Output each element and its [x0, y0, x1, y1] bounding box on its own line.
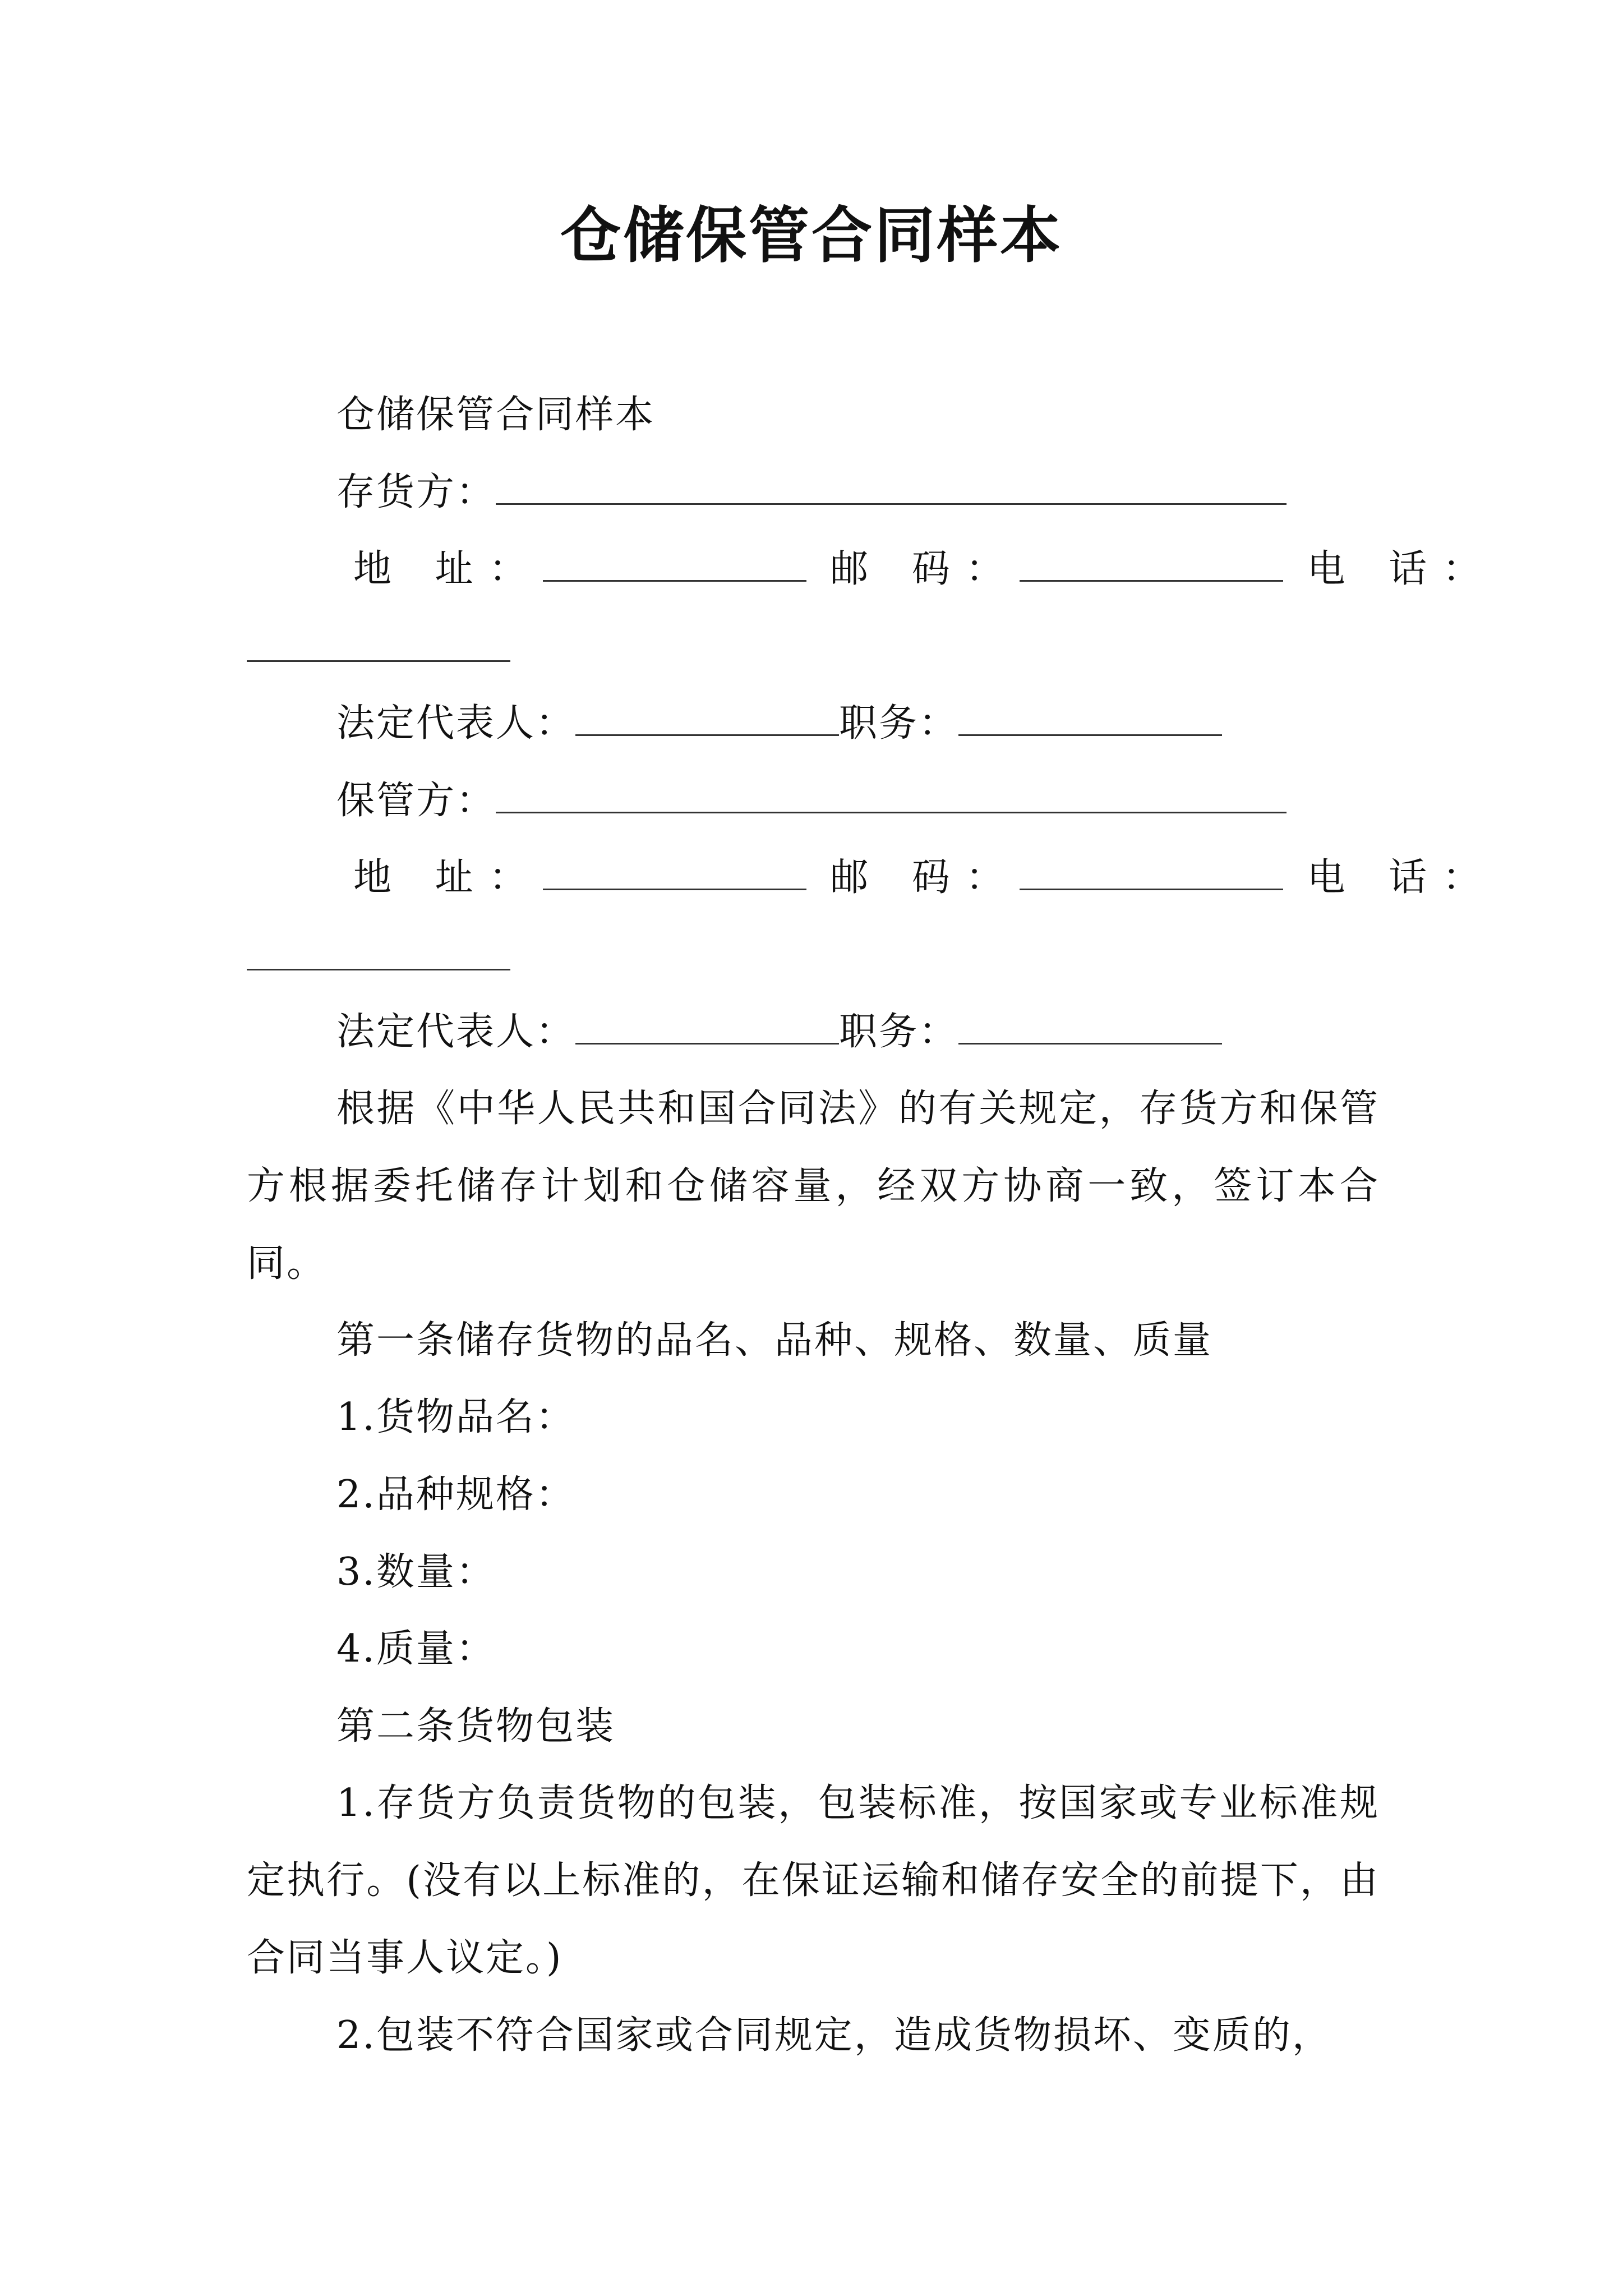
keeper-postcode-label: 邮 码： [830, 855, 1020, 900]
depositor-legal-rep-label: 法定代表人： [336, 701, 576, 746]
article1-item: 2.品种规格： [336, 1473, 575, 1517]
keeper-address-label: 地 址： [353, 855, 543, 900]
depositor-legal-rep-blank[interactable] [575, 701, 839, 736]
depositor-phone-row [247, 622, 510, 678]
keeper-postcode-blank[interactable] [1020, 855, 1283, 890]
article1-heading: 第一条储存货物的品名、品种、规格、数量、质量 [336, 1318, 1213, 1363]
preamble-paragraph: 根据《中华人民共和国合同法》的有关规定，存货方和保管方根据委托储存计划和仓储容量，经双方协商一致，签订本合同。 [247, 1087, 1380, 1286]
keeper-phone-blank[interactable] [247, 935, 510, 970]
article1-item: 3.数量： [336, 1550, 496, 1594]
keeper-contact-row [353, 850, 1496, 906]
depositor-position-label: 职务： [839, 701, 959, 746]
document-title: 仓储保管合同样本 [560, 200, 1063, 271]
document-subtitle: 仓储保管合同样本 [336, 393, 656, 437]
keeper-phone-label: 电 话： [1307, 855, 1497, 900]
depositor-position-blank[interactable] [958, 701, 1222, 736]
depositor-postcode-blank[interactable] [1020, 546, 1283, 582]
article2-paragraph-2: 2.包装不符合国家或合同规定，造成货物损坏、变质的， [336, 2013, 1332, 2058]
keeper-phone-row [247, 930, 510, 986]
keeper-label: 保管方： [336, 779, 496, 823]
depositor-rep-row [336, 696, 1222, 752]
depositor-address-label: 地 址： [353, 547, 543, 591]
depositor-row [336, 464, 1287, 521]
article2-heading: 第二条货物包装 [336, 1704, 616, 1749]
keeper-legal-rep-label: 法定代表人： [336, 1010, 576, 1054]
keeper-address-blank[interactable] [543, 855, 806, 890]
article2-paragraph-1: 1.存货方负责货物的包装，包装标准，按国家或专业标准规定执行。(没有以上标准的，在保证运输和储存安全的前提下，由合同当事人议定。) [247, 1781, 1380, 1980]
depositor-postcode-label: 邮 码： [830, 547, 1020, 591]
keeper-rep-row [336, 1004, 1222, 1060]
depositor-label: 存货方： [336, 470, 496, 514]
depositor-phone-blank[interactable] [247, 627, 510, 662]
keeper-position-blank[interactable] [958, 1009, 1222, 1045]
keeper-position-label: 职务： [839, 1010, 959, 1054]
depositor-address-blank[interactable] [543, 546, 806, 582]
keeper-row [336, 773, 1287, 829]
article1-item: 4.质量： [336, 1627, 496, 1671]
article1-item: 1.货物品名： [336, 1395, 575, 1439]
keeper-blank[interactable] [496, 778, 1287, 813]
depositor-phone-label: 电 话： [1307, 547, 1497, 591]
keeper-legal-rep-blank[interactable] [575, 1009, 839, 1045]
depositor-contact-row [353, 541, 1496, 597]
depositor-blank[interactable] [496, 470, 1287, 505]
